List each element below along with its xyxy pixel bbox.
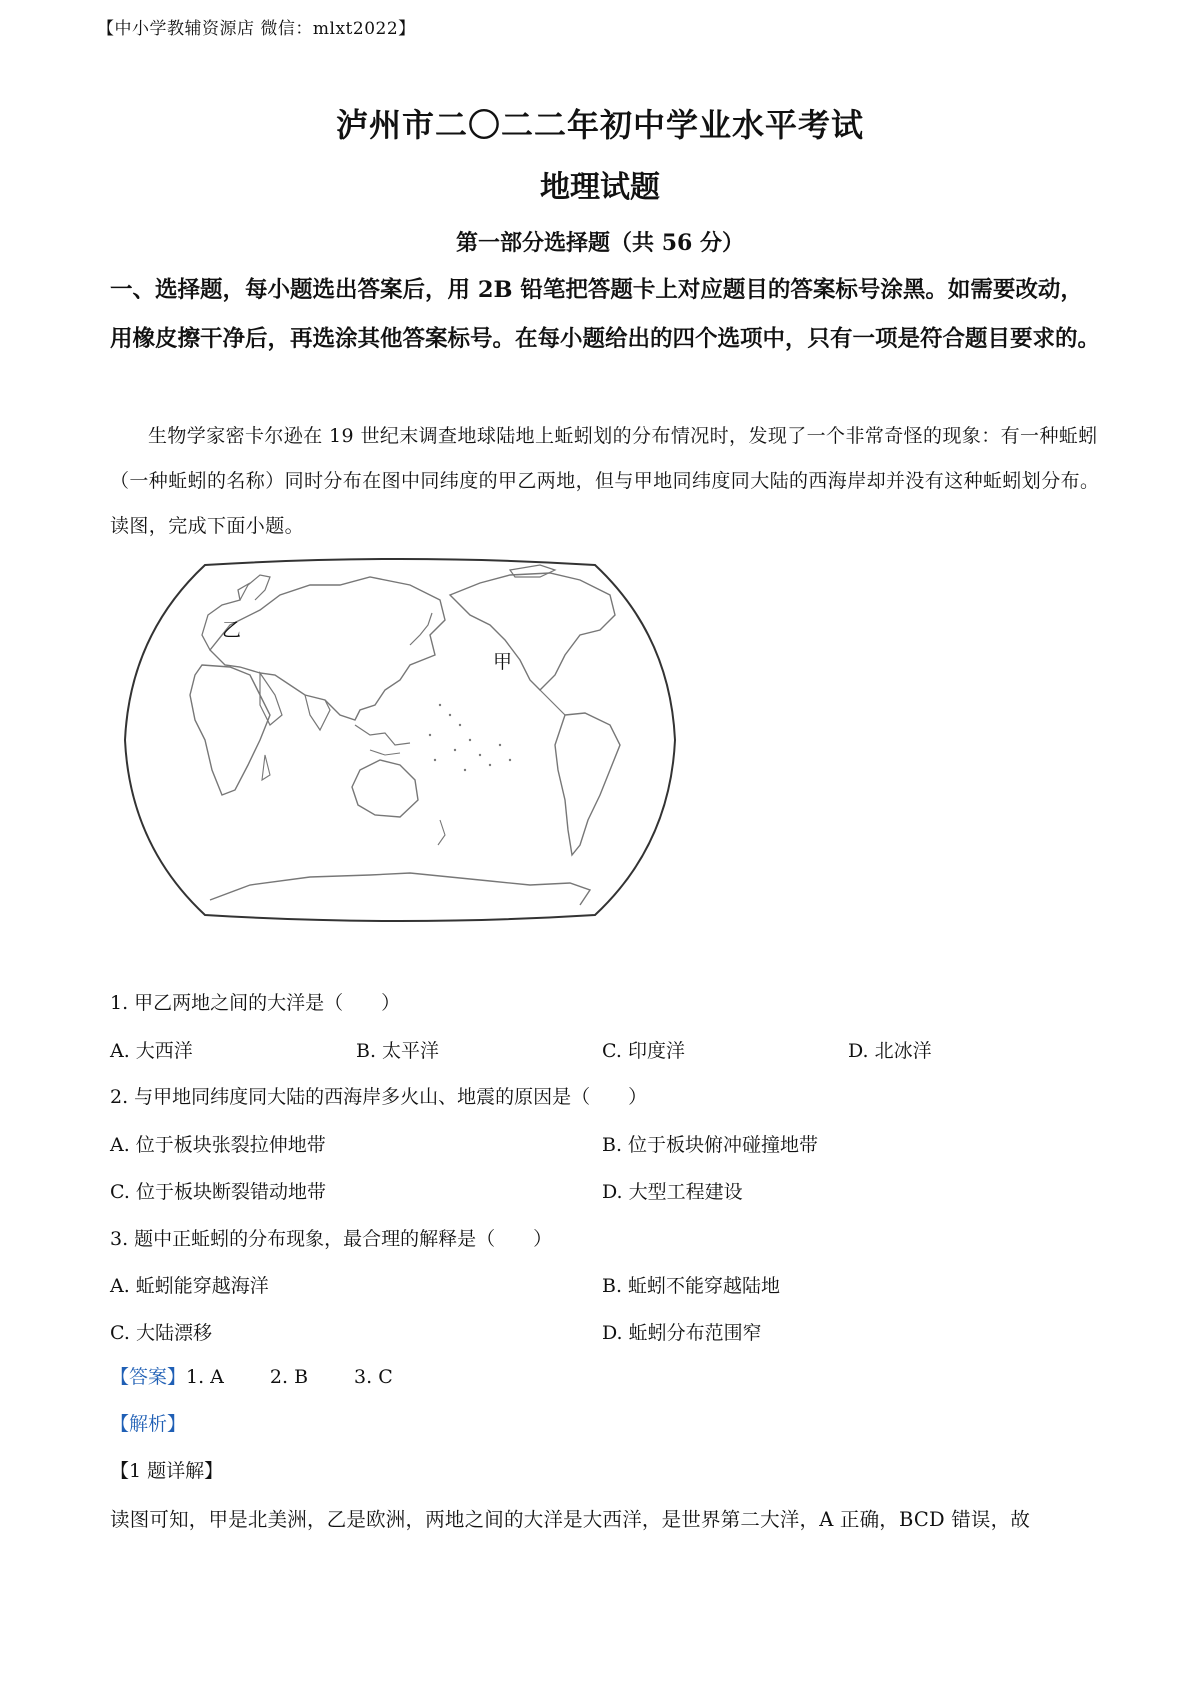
indonesia-outline [370,750,400,755]
detail-heading: 【1 题详解】 [110,1460,224,1482]
central-america-outline [540,690,565,715]
question-2-option-d: D. 大型工程建设 [602,1181,743,1203]
india-outline [305,695,330,730]
se-asia-islands [355,725,410,745]
question-2-option-a: A. 位于板块张裂拉伸地带 [110,1134,326,1156]
answer-line [110,1362,439,1389]
reading-passage: 生物学家密卡尔逊在 19 世纪末调查地球陆地上蚯蚓划的分布情况时，发现了一个非常奇怪的现象：有一种蚯蚓（一种蚯蚓的名称）同时分布在图中同纬度的甲乙两地，但与甲地同纬度同大陆的西海岸却并没有这种蚯蚓划分布。读图，完成下面小题。 [110,425,1100,537]
pacific-islands [429,704,511,771]
detail-text: 读图可知，甲是北美洲，乙是欧洲，两地之间的大洋是大西洋，是世界第二大洋，A 正确，BCD 错误，故 [110,1508,1031,1531]
new-zealand-outline [438,820,445,845]
question-2-option-b: B. 位于板块俯冲碰撞地带 [602,1134,819,1156]
south-america-outline [555,713,620,855]
instruction-text: 一、选择题，每小题选出答案后，用 2B 铅笔把答题卡上对应题目的答案标号涂黑。如需要改动，用橡皮擦干净后，再选涂其他答案标号。在每小题给出的四个选项中，只有一项是符合题目要求的。 [110,277,1101,352]
question-3-option-a: A. 蚯蚓能穿越海洋 [110,1275,269,1297]
answer-value-1: 1. A [186,1366,224,1388]
header-note: 【中小学教辅资源店 微信：mlxt2022】 [97,19,416,39]
africa-outline [190,665,270,795]
section-title: 第一部分选择题（共 56 分） [456,230,744,256]
arabia-outline [260,673,282,725]
question-3-stem: 3. 题中正蚯蚓的分布现象，最合理的解释是（ ） [110,1228,553,1250]
exam-sub-title: 地理试题 [540,170,660,205]
answer-value-2: 2. B [269,1366,309,1388]
question-1-option-c: C. 印度洋 [602,1040,685,1062]
world-map [110,555,690,925]
antarctica-outline [210,873,590,905]
australia-outline [352,760,418,817]
question-1-option-d: D. 北冰洋 [848,1040,932,1062]
question-2-stem: 2. 与甲地同纬度同大陆的西海岸多火山、地震的原因是（ ） [110,1086,648,1108]
exam-main-title: 泸州市二〇二二年初中学业水平考试 [335,106,864,144]
analysis-tag: 【解析】 [110,1413,187,1435]
question-2-option-c: C. 位于板块断裂错动地带 [110,1181,326,1203]
question-1-option-b: B. 太平洋 [356,1040,440,1062]
question-3-option-b: B. 蚯蚓不能穿越陆地 [602,1275,781,1297]
scandinavia-outline [240,575,270,600]
eurasia-outline [210,577,445,720]
japan-outline [410,613,432,645]
world-map-outline [110,555,690,925]
question-1-stem: 1. 甲乙两地之间的大洋是（ ） [110,992,401,1014]
map-boundary [125,559,675,921]
madagascar-outline [262,755,270,780]
answer-tag: 【答案】 [110,1366,187,1388]
map-label-jia: 甲 [493,651,513,673]
question-3-option-d: D. 蚯蚓分布范围窄 [602,1322,762,1344]
north-america-outline [450,573,615,690]
question-1-option-a: A. 大西洋 [110,1040,193,1062]
map-label-yi: 乙 [222,619,242,641]
answer-value-3: 3. C [354,1366,393,1388]
question-3-option-c: C. 大陆漂移 [110,1322,212,1344]
